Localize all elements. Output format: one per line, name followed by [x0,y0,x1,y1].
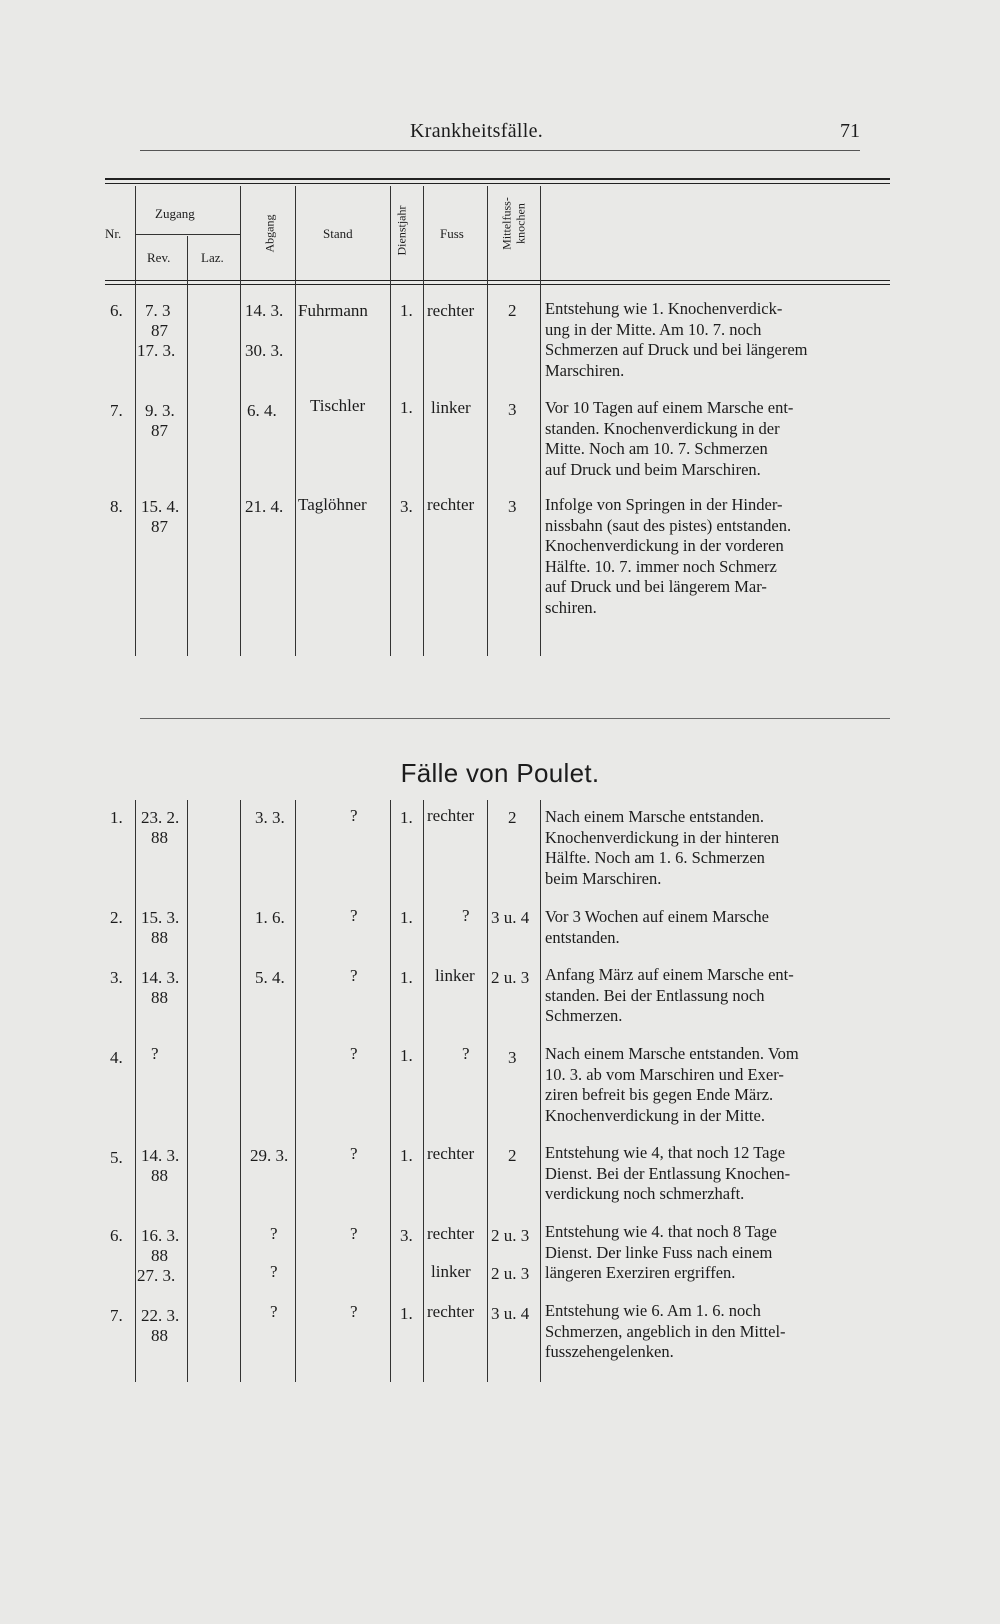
row-fuss: ? [462,1044,470,1063]
row-laz: 17. 3. [137,341,176,360]
row-rev-year: 88 [151,1326,168,1345]
row-rev-year: 87 [151,517,168,536]
row-rev: 16. 3. [141,1226,180,1245]
row-rev-year: 87 [151,321,168,340]
header-stand: Stand [323,226,353,241]
row-mittelfuss: 2 u. 3 [491,1226,530,1245]
row-mittelfuss: 2 u. 3 [491,968,530,987]
row-abgang: 29. 3. [250,1146,289,1165]
row-rev-year: 88 [151,988,168,1007]
row-fuss: rechter [427,1302,475,1321]
row-nr: 1. [110,808,123,827]
row-remark: Infolge von Springen in der Hinder- nissbahn (saut des pistes) entstanden. Knochenverdickung in der vorderen Hälfte. 10. 7. immer noch Schmerz auf Druck und bei längerem Mar- schiren. [545,495,792,617]
row-nr: 6. [110,1226,123,1245]
row-stand: ? [350,966,358,985]
row-stand: ? [350,906,358,925]
row-rev: 14. 3. [141,1146,180,1165]
row-mittelfuss: 3 u. 4 [491,1304,530,1323]
row-mittelfuss: 2 [508,301,517,320]
row-mittelfuss: 2 [508,1146,517,1165]
row-fuss: rechter [427,1224,475,1243]
row-stand: ? [350,1302,358,1321]
row-nr: 6. [110,301,123,320]
row-dienstjahr: 1. [400,968,413,987]
row-remark: Nach einem Marsche entstanden. Vom 10. 3. ab vom Marschiren und Exer- ziren befreit bis gegen Ende März. Knochenverdickung in der Mitte. [545,1044,799,1125]
row-nr: 5. [110,1148,123,1167]
col-line [487,186,488,656]
row-dienstjahr: 1. [400,301,413,320]
row-rev-year: 88 [151,828,168,847]
page-number: 71 [840,120,860,142]
header-bottom-rule [105,280,890,281]
row-dienstjahr: 1. [400,808,413,827]
col-line [390,800,391,1382]
row-remark: Anfang März auf einem Marsche ent- standen. Bei der Entlassung noch Schmerzen. [545,965,794,1025]
row-dienstjahr: 3. [400,1226,413,1245]
col-line [240,186,241,656]
row-mittelfuss: 2 [508,808,517,827]
row-remark: Vor 10 Tagen auf einem Marsche ent- standen. Knochenverdickung in der Mitte. Noch am 10. 7. Schmerzen auf Druck und beim Marschiren. [545,398,794,479]
row-dienstjahr: 1. [400,908,413,927]
row-remark: Entstehung wie 4. that noch 8 Tage Dienst. Der linke Fuss nach einem längeren Exerziren ergriffen. [545,1222,777,1282]
header-nr: Nr. [105,226,122,241]
row-nr: 3. [110,968,123,987]
row-mittelfuss: 3 [508,400,517,419]
row-rev-year: 88 [151,928,168,947]
header-zugang: Zugang [155,206,195,221]
row-dienstjahr: 1. [400,398,413,417]
lower-table [105,800,890,1385]
row-abgang: ? [270,1224,278,1243]
row-rev: 22. 3. [141,1306,180,1325]
row-abgang-2: 30. 3. [245,341,284,360]
row-stand: ? [350,1144,358,1163]
col-line [187,236,188,656]
col-line [240,800,241,1382]
row-fuss-2: linker [431,1262,471,1281]
row-abgang: 5. 4. [255,968,285,987]
row-rev: 23. 2. [141,808,180,827]
row-mittelfuss: 3 [508,497,517,516]
row-rev: 9. 3. [145,401,175,420]
row-fuss: rechter [427,1144,475,1163]
header-dienstjahr: Dienstjahr [394,205,409,256]
row-stand: Tischler [310,396,366,415]
row-fuss: rechter [427,301,475,320]
row-abgang: 21. 4. [245,497,284,516]
section-title: Fälle von Poulet. [400,758,600,788]
header-laz: Laz. [201,250,224,265]
row-fuss: linker [431,398,471,417]
table-top-rule-thin [105,183,890,184]
row-rev: ? [151,1044,159,1063]
row-rev: 7. 3 [145,301,171,320]
row-remark: Nach einem Marsche entstanden. Knochenverdickung in der hinteren Hälfte. Noch am 1. 6. Schmerzen beim Marschiren. [545,807,780,888]
col-line [187,800,188,1382]
row-dienstjahr: 1. [400,1304,413,1323]
col-line [390,186,391,656]
header-rev: Rev. [147,250,171,265]
row-fuss: linker [435,966,475,985]
row-nr: 8. [110,497,123,516]
col-line [135,800,136,1382]
row-rev-year: 87 [151,421,168,440]
row-dienstjahr: 1. [400,1046,413,1065]
row-fuss: rechter [427,806,475,825]
header-fuss: Fuss [440,226,464,241]
col-line [540,186,541,656]
row-dienstjahr: 1. [400,1146,413,1165]
row-stand: ? [350,1044,358,1063]
row-rev: 15. 3. [141,908,180,927]
header-mittelfuss-2: knochen [513,203,528,244]
row-rev-year: 88 [151,1166,168,1185]
header-mittelfuss-1: Mittelfuss- [499,197,514,250]
table-top-rule [105,178,890,180]
running-head [140,120,860,148]
col-line [423,800,424,1382]
row-abgang: ? [270,1302,278,1321]
page-title: Krankheitsfälle. [410,120,544,142]
row-rev: 15. 4. [141,497,180,516]
row-abgang: 6. 4. [247,401,277,420]
row-remark: Entstehung wie 4, that noch 12 Tage Dienst. Bei der Entlassung Knochen- verdickung noch schmerzhaft. [545,1143,791,1203]
header-rule [140,150,860,151]
row-abgang: 3. 3. [255,808,285,827]
col-line [540,800,541,1382]
row-remark: Entstehung wie 1. Knochenverdick- ung in der Mitte. Am 10. 7. noch Schmerzen auf Druck und bei längerem Marschiren. [545,299,808,380]
row-rev-year: 88 [151,1246,168,1265]
upper-table [105,178,890,658]
row-stand: Fuhrmann [298,301,368,320]
row-fuss: rechter [427,495,475,514]
col-line [135,186,136,656]
zugang-subrule [135,234,240,235]
row-laz: 27. 3. [137,1266,176,1285]
row-mittelfuss-2: 2 u. 3 [491,1264,530,1283]
row-stand: Taglöhner [298,495,367,514]
row-remark: Entstehung wie 6. Am 1. 6. noch Schmerzen, angeblich in den Mittel- fusszehengelenken. [545,1301,786,1361]
row-dienstjahr: 3. [400,497,413,516]
row-stand: ? [350,806,358,825]
row-abgang-2: ? [270,1262,278,1281]
row-mittelfuss: 3 u. 4 [491,908,530,927]
section-separator [140,718,890,719]
row-nr: 7. [110,1306,123,1325]
header-abgang: Abgang [262,214,277,253]
row-nr: 4. [110,1048,123,1067]
col-line [487,800,488,1382]
col-line [423,186,424,656]
row-mittelfuss: 3 [508,1048,517,1067]
row-remark: Vor 3 Wochen auf einem Marsche entstanden. [545,907,769,947]
row-rev: 14. 3. [141,968,180,987]
row-fuss: ? [462,906,470,925]
col-line [295,186,296,656]
row-nr: 2. [110,908,123,927]
row-abgang: 1. 6. [255,908,285,927]
row-abgang: 14. 3. [245,301,284,320]
row-stand: ? [350,1224,358,1243]
col-line [295,800,296,1382]
header-bottom-rule-2 [105,284,890,285]
row-nr: 7. [110,401,123,420]
